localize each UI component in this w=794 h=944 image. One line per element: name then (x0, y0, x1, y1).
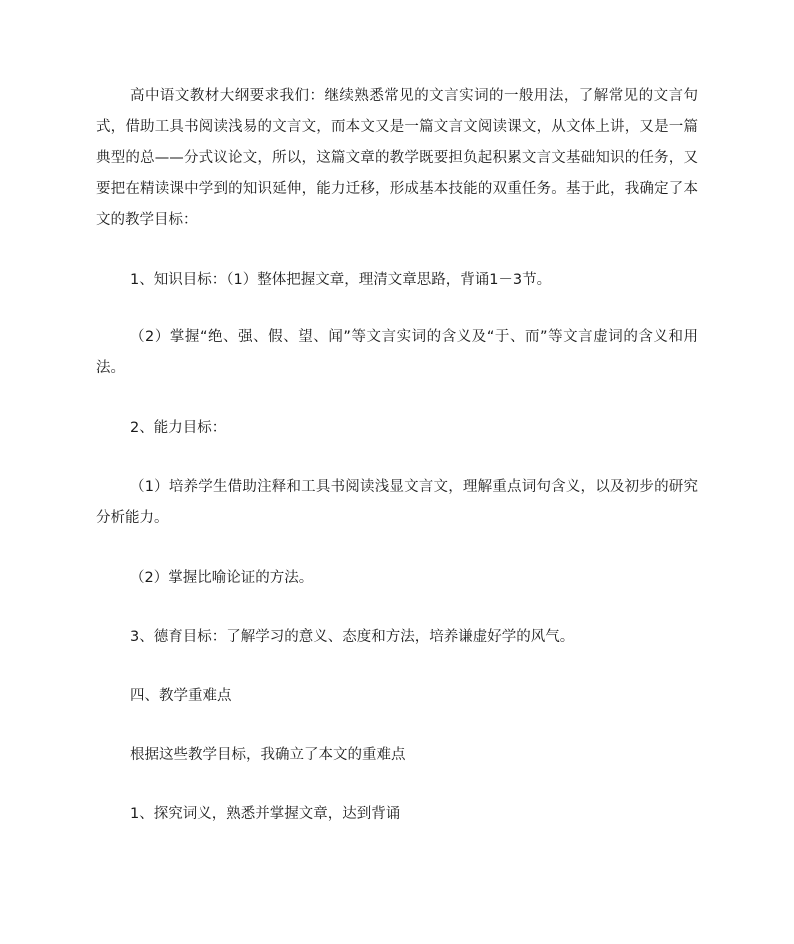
key-point-1: 1、探究词义，熟悉并掌握文章，达到背诵 (130, 806, 401, 822)
ability-goal-2: （2）掌握比喻论证的方法。 (130, 570, 314, 586)
ability-goal-1: （1）培养学生借助注释和工具书阅读浅显文言文，理解重点词句含义，以及初步的研究分析能力。 (96, 479, 698, 526)
section-heading-key-points: 四、教学重难点 (130, 688, 232, 704)
ability-goal-heading: 2、能力目标： (130, 420, 227, 436)
key-points-intro: 根据这些教学目标，我确立了本文的重难点 (130, 747, 406, 763)
knowledge-goal-2: （2）掌握“绝、强、假、望、闻”等文言实词的含义及“于、而”等文言虚词的含义和用法。 (96, 329, 698, 376)
knowledge-goal-1: 1、知识目标：（1）整体把握文章，理清文章思路，背诵1－3节。 (130, 272, 552, 288)
moral-goal: 3、德育目标：了解学习的意义、态度和方法，培养谦虚好学的风气。 (130, 629, 575, 645)
intro-paragraph: 高中语文教材大纲要求我们：继续熟悉常见的文言实词的一般用法，了解常见的文言句式，借助工具书阅读浅易的文言文，而本文又是一篇文言文阅读课文，从文体上讲，又是一篇典型的总——分式议论文，所以，这篇文章的教学既要担负起积累文言文基础知识的任务，又要把在精读课中学到的知识延伸，能力迁移，形成基本技能的双重任务。基于此，我确定了本文的教学目标： (96, 88, 698, 228)
